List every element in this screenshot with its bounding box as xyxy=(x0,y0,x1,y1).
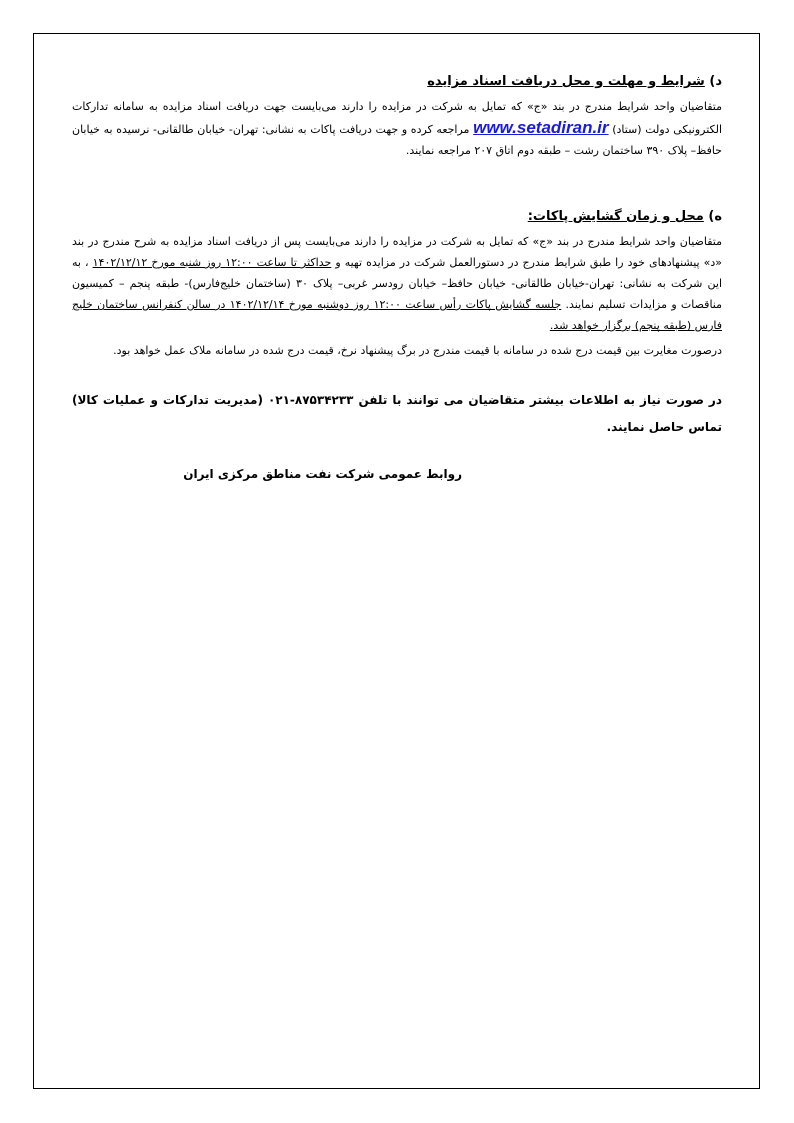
section-d-letter: د) xyxy=(709,74,722,89)
opening-session: جلسه گشایش پاکات رأس ساعت ۱۲:۰۰ روز دوشنبه مورخ ۱۴۰۲/۱۲/۱۴ در سالن کنفرانس ساختمان خلیج فارس (طبقه پنجم) برگزار خواهد شد. xyxy=(72,298,722,332)
section-e-letter: ه) xyxy=(708,209,722,224)
submission-deadline: حداکثر تا ساعت ۱۲:۰۰ روز شنبه مورخ ۱۴۰۲/۱۲/۱۲ xyxy=(92,256,332,269)
section-d-text-1: متقاضیان واحد شرایط مندرج در بند «ج» که تمایل به شرکت در مزایده را دارند می‌بایست جهت دریافت اسناد مزایده به سامانه تدارکات الکترونیکی دولت (ستاد) xyxy=(72,100,723,136)
signature: روابط عمومی شرکت نفت مناطق مرکزی ایران xyxy=(183,467,462,481)
contact-paragraph: در صورت نیاز به اطلاعات بیشتر متقاضیان می توانند با تلفن ۸۷۵۳۴۲۳۳-۰۲۱ (مدیریت تدارکات و عملیات کالا) تماس حاصل نمایند. xyxy=(72,393,722,434)
section-d-title: شرایط و مهلت و محل دریافت اسناد مزایده xyxy=(427,74,705,89)
document-body xyxy=(72,72,722,481)
section-d-paragraph xyxy=(72,96,722,161)
section-d-text-2: مراجعه کرده و جهت دریافت پاکات به نشانی: تهران- خیابان طالقانی- نرسیده به خیابان حافظ– پلاک ۳۹۰ ساختمان رشت – طبقه دوم اتاق ۲۰۷ مراجعه نمایند. xyxy=(72,123,722,157)
price-discrepancy-paragraph: درصورت مغایرت بین قیمت درج شده در سامانه با قیمت مندرج در برگ پیشنهاد نرخ، قیمت درج شده در سامانه ملاک عمل خواهد بود. xyxy=(113,344,722,357)
section-e-text-2: ، به این شرکت به نشانی: تهران-خیابان طالقانی- خیابان حافظ– خیابان رودسر غربی– پلاک ۳۰ (ساختمان خلیج‌فارس)- طبقه پنجم – کمیسیون مناقصات و مزایدات تسلیم نمایند. xyxy=(72,256,723,311)
section-e-paragraph xyxy=(72,231,722,336)
section-e-heading xyxy=(72,207,722,227)
setadiran-link[interactable]: www.setadiran.ir xyxy=(473,118,609,137)
section-d-heading xyxy=(72,72,722,92)
section-e-title: محل و زمان گشایش پاکات: xyxy=(527,209,704,224)
section-e-text-1: متقاضیان واحد شرایط مندرج در بند «ج» که تمایل به شرکت در مزایده را دارند می‌بایست پس از دریافت اسناد مزایده به شرح مندرج در بند «د» پیشنهادهای خود را طبق شرایط مندرج در دستورالعمل شرکت در مزایده تهیه و xyxy=(72,235,723,269)
